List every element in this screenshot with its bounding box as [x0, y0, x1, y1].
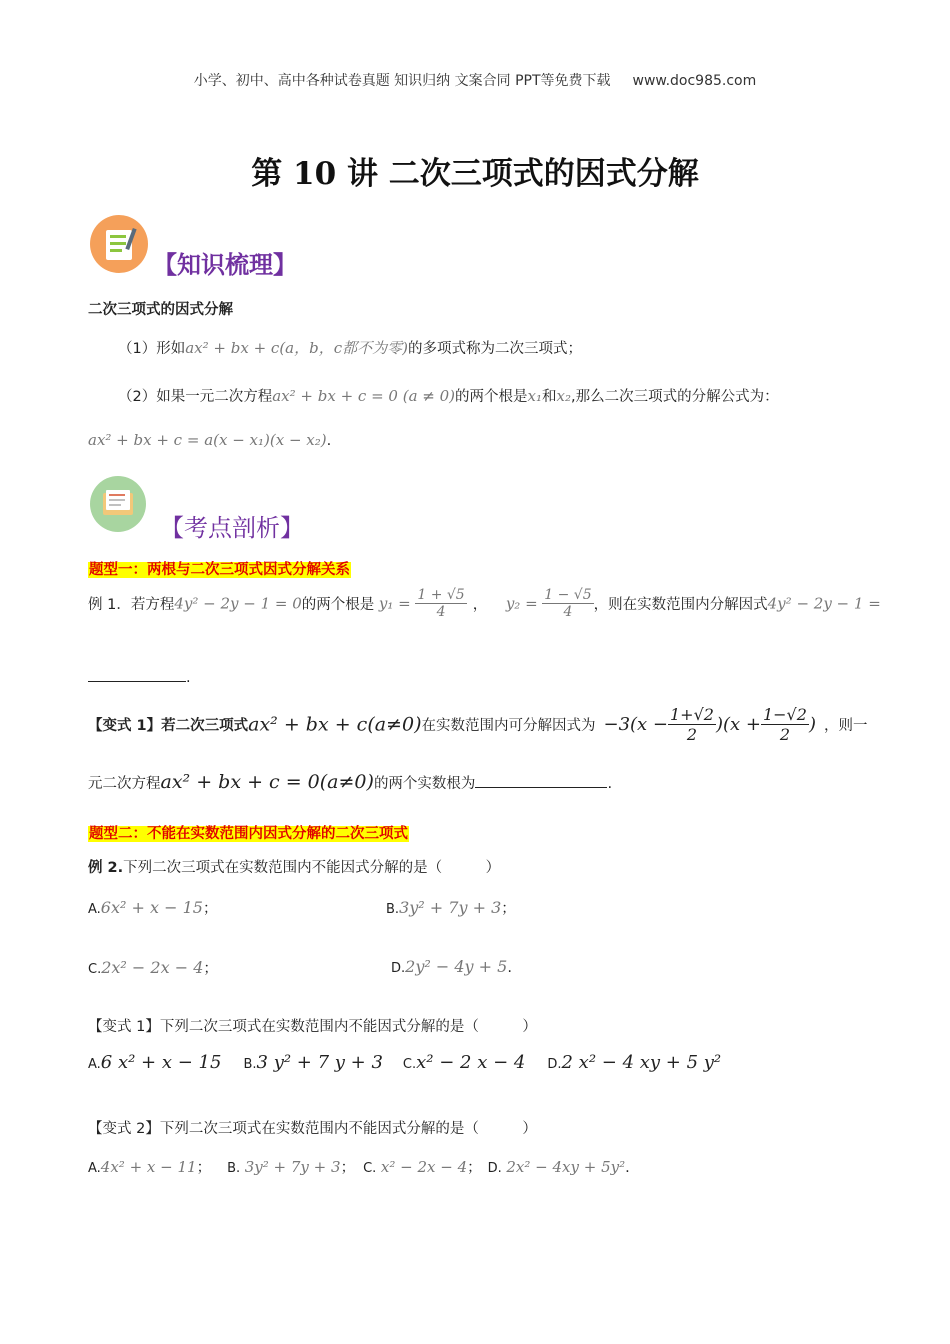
var3-d-end: .: [625, 1160, 630, 1176]
var3-d-expr: 2x² − 4xy + 5y²: [506, 1158, 626, 1176]
var3-options: [88, 1156, 630, 1177]
header-url[interactable]: www.doc985.com: [632, 73, 757, 89]
section-analysis-label: 【考点剖析】: [160, 514, 304, 542]
ex1-y1: y₁ =: [378, 594, 411, 613]
frac2-denominator: 2: [779, 725, 791, 744]
p2-mid: 的两个根是: [455, 389, 528, 405]
p2-pre: （2）如果一元二次方程: [118, 389, 273, 405]
var3-a-end: ；: [196, 1160, 212, 1176]
var2-option-b[interactable]: [243, 1052, 383, 1073]
ex1-expr: 4y² − 2y − 1 =: [767, 594, 881, 613]
ex2-a-expr: 6x² + x − 15: [100, 898, 203, 917]
example-2-title: [88, 856, 500, 877]
var1-fraction-2: [761, 705, 809, 744]
var3-a-expr: 4x² + x − 11: [100, 1158, 197, 1176]
ex1-comma: ，: [472, 597, 488, 613]
ex1-y1-fraction: [415, 587, 466, 620]
notebook-icon: [89, 214, 149, 274]
type1-label: 题型一：两根与二次三项式因式分解关系: [89, 562, 350, 578]
ex2-c-label: C.: [88, 962, 102, 977]
var2-option-a[interactable]: [88, 1052, 222, 1073]
p2-math: ax² + bx + c = 0 (a ≠ 0): [272, 387, 456, 405]
var1-expr: ax² + bx + c(a≠0): [248, 713, 422, 736]
ex1-pre: 例 1．若方程: [88, 597, 175, 613]
var3-a-label: A.: [88, 1161, 101, 1176]
knowledge-formula: [88, 431, 331, 449]
ex2-a-end: ；: [202, 901, 218, 917]
var1-answer-blank[interactable]: [475, 773, 607, 788]
var2-a-expr: 6 x² + x − 15: [100, 1052, 222, 1073]
ex2-option-d[interactable]: [391, 957, 512, 976]
var3-b-end: ；: [340, 1160, 356, 1176]
page-header: [0, 70, 950, 90]
y2-denominator: 4: [563, 604, 573, 620]
variant-1-line-2: [88, 771, 612, 793]
ex2-b-expr: 3y² + 7y + 3: [399, 898, 502, 917]
p2-x2: x₂: [556, 387, 572, 405]
var1-pre: 【变式 1】若二次三项式: [88, 718, 249, 734]
var1-end: .: [607, 776, 613, 792]
knowledge-p1: [118, 337, 582, 358]
ex2-option-b[interactable]: [386, 897, 516, 918]
var3-b-expr: 3y² + 7y + 3: [244, 1158, 341, 1176]
var2-b-expr: 3 y² + 7 y + 3: [256, 1052, 383, 1073]
ex1-y2-fraction: [542, 587, 593, 620]
ex2-option-a[interactable]: [88, 897, 217, 918]
ex2-c-end: ；: [203, 961, 218, 977]
knowledge-p2: [118, 385, 779, 406]
variant-3-title: [88, 1117, 537, 1138]
var1-line2-eq: ax² + bx + c = 0(a≠0): [160, 771, 374, 793]
var2-option-d[interactable]: [547, 1052, 722, 1073]
formula-end: .: [326, 433, 332, 449]
y1-denominator: 4: [436, 604, 446, 620]
ex2-b-end: ；: [501, 901, 516, 917]
var1-post: ，则一: [823, 718, 868, 734]
var3-option-b[interactable]: [227, 1160, 355, 1176]
ex2-title-bold: 例 2.: [88, 860, 124, 876]
ex1-end: .: [186, 670, 191, 686]
var3-title: 【变式 2】下列二次三项式在实数范围内不能因式分解的是（ ）: [88, 1121, 537, 1137]
var3-option-a[interactable]: [88, 1160, 211, 1176]
p1-post: 的多项式称为二次三项式；: [407, 341, 582, 357]
ex1-answer-blank[interactable]: [88, 667, 186, 682]
frac1-denominator: 2: [686, 725, 698, 744]
var3-c-end: ；: [467, 1160, 482, 1176]
ex2-d-expr: 2y² − 4y + 5: [405, 957, 508, 976]
header-text: 小学、初中、高中各种试卷真题 知识归纳 文案合同 PPT等免费下载: [193, 73, 611, 89]
var2-d-label: D.: [547, 1057, 562, 1072]
ex2-a-label: A.: [88, 902, 101, 917]
var1-line2-pre: 元二次方程: [88, 776, 161, 792]
knowledge-heading: 二次三项式的因式分解: [88, 302, 233, 318]
var2-c-label: C.: [402, 1057, 417, 1072]
var2-title: 【变式 1】下列二次三项式在实数范围内不能因式分解的是（ ）: [88, 1019, 537, 1035]
ex2-c-expr: 2x² − 2x − 4: [101, 958, 204, 977]
var2-c-expr: x² − 2 x − 4: [416, 1052, 526, 1073]
var1-factor-b: )(x +: [715, 714, 761, 735]
var3-option-c[interactable]: [363, 1160, 482, 1176]
variant-1: [88, 705, 867, 744]
y2-numerator: 1 − √5: [544, 587, 592, 603]
var3-option-d[interactable]: [488, 1160, 630, 1176]
section-knowledge-label: 【知识梳理】: [153, 250, 297, 279]
var1-factor-a: −3(x −: [603, 714, 668, 735]
ex2-d-label: D.: [391, 961, 406, 976]
frac2-numerator: 1−√2: [762, 705, 807, 724]
p2-post: ,那么二次三项式的分解公式为：: [571, 389, 779, 405]
ex1-mid: 的两个根是: [301, 597, 375, 613]
var1-fraction-1: [668, 705, 716, 744]
p1-math: ax² + bx + c(a，b，c都不为零): [185, 339, 408, 357]
var3-c-expr: x² − 2x − 4: [380, 1158, 468, 1176]
ex1-post: ，则在实数范围内分解因式: [593, 597, 768, 613]
p2-and: 和: [542, 389, 557, 405]
variant-2-title: [88, 1015, 537, 1036]
ex1-answer-line: [88, 667, 191, 686]
ex1-eq: 4y² − 2y − 1 = 0: [174, 594, 302, 613]
type1-heading: [88, 558, 351, 579]
p2-x1: x₁: [527, 387, 543, 405]
ex2-title: 下列二次三项式在实数范围内不能因式分解的是（ ）: [123, 860, 501, 876]
var1-mid: 在实数范围内可分解因式为: [421, 718, 596, 734]
var3-b-label: B.: [227, 1161, 241, 1176]
formula-math: ax² + bx + c = a(x − x₁)(x − x₂): [88, 431, 327, 449]
var1-factor-c: ): [808, 714, 816, 735]
var2-options: [88, 1052, 721, 1073]
ex2-d-end: .: [507, 960, 512, 976]
var2-b-label: B.: [243, 1057, 257, 1072]
ex2-b-label: B.: [386, 902, 400, 917]
var2-a-label: A.: [88, 1057, 101, 1072]
type2-heading: [88, 822, 409, 843]
var3-c-label: C.: [363, 1161, 377, 1176]
var2-option-c[interactable]: [402, 1052, 526, 1073]
var1-line2-post: 的两个实数根为: [373, 776, 476, 792]
var3-d-label: D.: [487, 1161, 502, 1176]
p1-pre: （1）形如: [118, 341, 186, 357]
y1-numerator: 1 + √5: [417, 587, 465, 603]
var2-d-expr: 2 x² − 4 xy + 5 y²: [561, 1052, 722, 1073]
ex1-y2: y₂ =: [505, 594, 538, 613]
example-1: [88, 587, 881, 620]
type2-label: 题型二：不能在实数范围内因式分解的二次三项式: [89, 826, 408, 842]
frac1-numerator: 1+√2: [670, 705, 714, 724]
ex2-option-c[interactable]: [88, 957, 218, 978]
page-title: 第 10 讲 二次三项式的因式分解: [251, 156, 699, 192]
folder-icon: [89, 475, 147, 533]
